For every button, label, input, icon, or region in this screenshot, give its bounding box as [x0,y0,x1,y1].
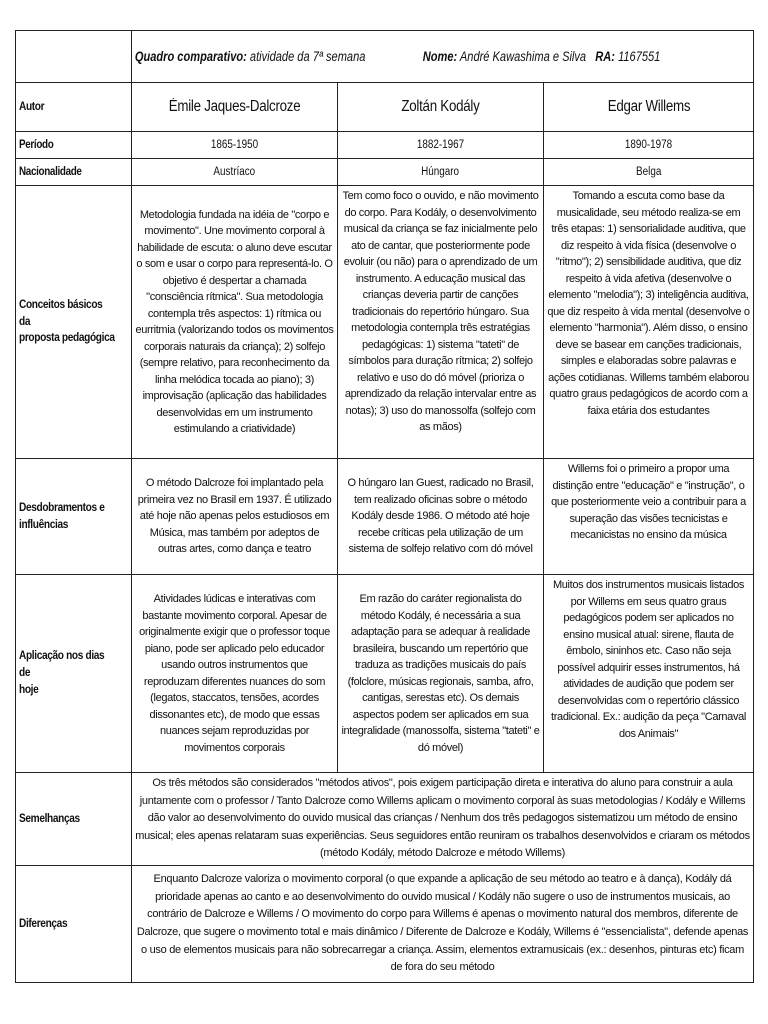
desdobramentos-dalcroze: O método Dalcroze foi implantado pela primeira vez no Brasil em 1937. É utilizado até hoje não apenas pelos estudiosos em Música, mas também por adeptos de outras artes, como dança e teatro [132,459,338,575]
row-label-nacionalidade: Nacionalidade [16,159,132,186]
aplicacao-kodaly: Em razão do caráter regionalista do método Kodály, é necessária a sua adaptação para se adequar à realidade brasileira, buscando um repertório que traduza as tradições musicais do país (folclore, músicas regionais, samba, afro, cantigas, serestas etc). Os demais aspectos podem ser aplicados em sua integralidade (manossolfa, sistema "tateti" e dó móvel) [338,575,544,773]
row-label-autor: Autor [16,83,132,132]
row-desdobramentos [16,459,754,575]
periodo-willems: 1890-1978 [544,132,754,159]
author-dalcroze: Émile Jaques-Dalcroze [132,83,338,132]
row-label-desdobramentos: Desdobramentos e influências [16,459,132,575]
diferencas-text: Enquanto Dalcroze valoriza o movimento corporal (o que expande a aplicação de seu método ao teatro e à dança), Kodály dá prioridade apenas ao canto e ao desenvolvimento do ouvido musical / Kodály não sugere o uso de instrumentos musicais, ao contrário de Dalcroze e Willems / O movimento do corpo para Willems é apenas o movimento natural dos membros, diferente de Dalcroze, que sugere o movimento total e mais dinâmico / Diferente de Dalcroze e Kodály, Willems é "essencialista", defende apenas o uso de elementos musicais para não sobrecarregar a criança. Assim, elementos extramusicais (ex.: desenhos, pinturas etc) ficam de fora do seu método [132,865,754,982]
row-periodo [16,132,754,159]
document-title [132,31,660,83]
row-autor [16,83,754,132]
nacionalidade-willems: Belga [544,159,754,186]
nacionalidade-kodaly: Húngaro [338,159,544,186]
row-diferencas [16,865,754,982]
row-label-conceitos: Conceitos básicos da proposta pedagógica [16,186,132,459]
row-label-aplicacao: Aplicação nos dias de hoje [16,575,132,773]
conceitos-dalcroze: Metodologia fundada na idéia de "corpo e movimento". Une movimento corporal à habilidade de escuta: o aluno deve escutar o som e usar o corpo para representá-lo. O objetivo é despertar a chamada "consciência rítmica". Sua metodologia contempla três aspectos: 1) rítmica ou eurritmia (valorizando todos os movimentos corporais naturais da criança); 2) solfejo (sempre relativo, para reconhecimento da linha melódica tocada ao piano); 3) improvisação (aplicação das habilidades desenvolvidas em um instrumento estimulando a criatividade) [132,186,338,459]
desdobramentos-willems: Willems foi o primeiro a propor uma distinção entre "educação" e "instrução", o que posteriormente veio a contribuir para a superação das visões tecnicistas e mecanicistas no ensino da música [544,459,754,575]
ra-label: RA: [594,49,615,64]
corner-cell [16,31,132,83]
author-kodaly: Zoltán Kodály [338,83,544,132]
conceitos-willems: Tomando a escuta como base da musicalidade, seu método realiza-se em três etapas: 1) sensorialidade auditiva, que diz respeito à vida física (desenvolve o "ritmo"); 2) sensibilidade auditiva, que diz respeito à vida afetiva (desenvolve o elemento "melodia"); 3) inteligência auditiva, que diz respeito à vida mental (desenvolve o elemento "harmonia"). Além disso, o ensino deve se basear em canções tradicionais, simples e elaboradas sobre palavras e ações cotidianas. Willems também elaborou quatro graus pedagógicos de acordo com a faixa etária dos estudantes [544,186,754,459]
aplicacao-willems: Muitos dos instrumentos musicais listados por Willems em seus quatro graus pedagógicos podem ser aplicados no ensino musical atual: sirene, flauta de êmbolo, sininhos etc. Caso não seja possível adquirir esses instrumentos, há atividades de audição que podem ser desenvolvidas com o repertório clássico tradicional. Ex.: audição da peça "Carnaval dos Animais" [544,575,754,773]
semelhancas-text: Os três métodos são considerados "métodos ativos", pois exigem participação direta e interativa do aluno para construir a aula juntamente com o professor / Tanto Dalcroze como Willems aplicam o movimento corporal às suas metodologias / Kodály e Willems dão valor ao desenvolvimento do ouvido musical das crianças / Nenhum dos três pedagogos sistematizou um método de ensino musical; eles apenas relataram suas experiências. Seus seguidores então reuniram os trabalhos desenvolvidos e criaram os métodos (método Kodály, método Dalcroze e método Willems) [132,773,754,866]
row-nacionalidade [16,159,754,186]
periodo-dalcroze: 1865-1950 [132,132,338,159]
comparison-table [15,30,754,983]
ra-value: 1167551 [617,49,660,64]
author-willems: Edgar Willems [544,83,754,132]
row-aplicacao [16,575,754,773]
desdobramentos-kodaly: O húngaro Ian Guest, radicado no Brasil, tem realizado oficinas sobre o método Kodály desde 1986. O método até hoje recebe críticas pela utilização de um sistema de solfejo relativo com dó móvel [338,459,544,575]
name-value: André Kawashima e Silva [459,49,586,64]
aplicacao-dalcroze: Atividades lúdicas e interativas com bastante movimento corporal. Apesar de originalmente exigir que o professor toque piano, pode ser aplicado pelo educador usando outros instrumentos que reproduzam diferentes nuances do som (legatos, staccatos, tensões, acordes dissonantes etc), de modo que essas nuances sejam reproduzidas por movimentos corporais [132,575,338,773]
row-label-semelhancas: Semelhanças [16,773,132,866]
title-label: Quadro comparativo: [134,49,247,64]
conceitos-kodaly: Tem como foco o ouvido, e não movimento do corpo. Para Kodály, o desenvolvimento musical da criança se faz inicialmente pelo ato de cantar, que posteriormente pode evoluir (ou não) para o aprendizado de um instrumento. A educação musical das crianças deveria partir de canções tradicionais do repertório húngaro. Sua metodologia contempla três estratégias pedagógicas: 1) sistema "tateti" de símbolos para duração rítmica; 2) solfejo relativo e uso do dó móvel (prioriza o aprendizado da relação intervalar entre as notas); 3) uso do manossolfa (solfejo com as mãos) [338,186,544,459]
title-value: atividade da 7ª semana [249,49,365,64]
row-label-diferencas: Diferenças [16,865,132,982]
periodo-kodaly: 1882-1967 [338,132,544,159]
row-semelhancas [16,773,754,866]
row-conceitos [16,186,754,459]
nacionalidade-dalcroze: Austríaco [132,159,338,186]
row-label-periodo: Período [16,132,132,159]
name-label: Nome: [422,49,457,64]
title-row [16,31,754,83]
